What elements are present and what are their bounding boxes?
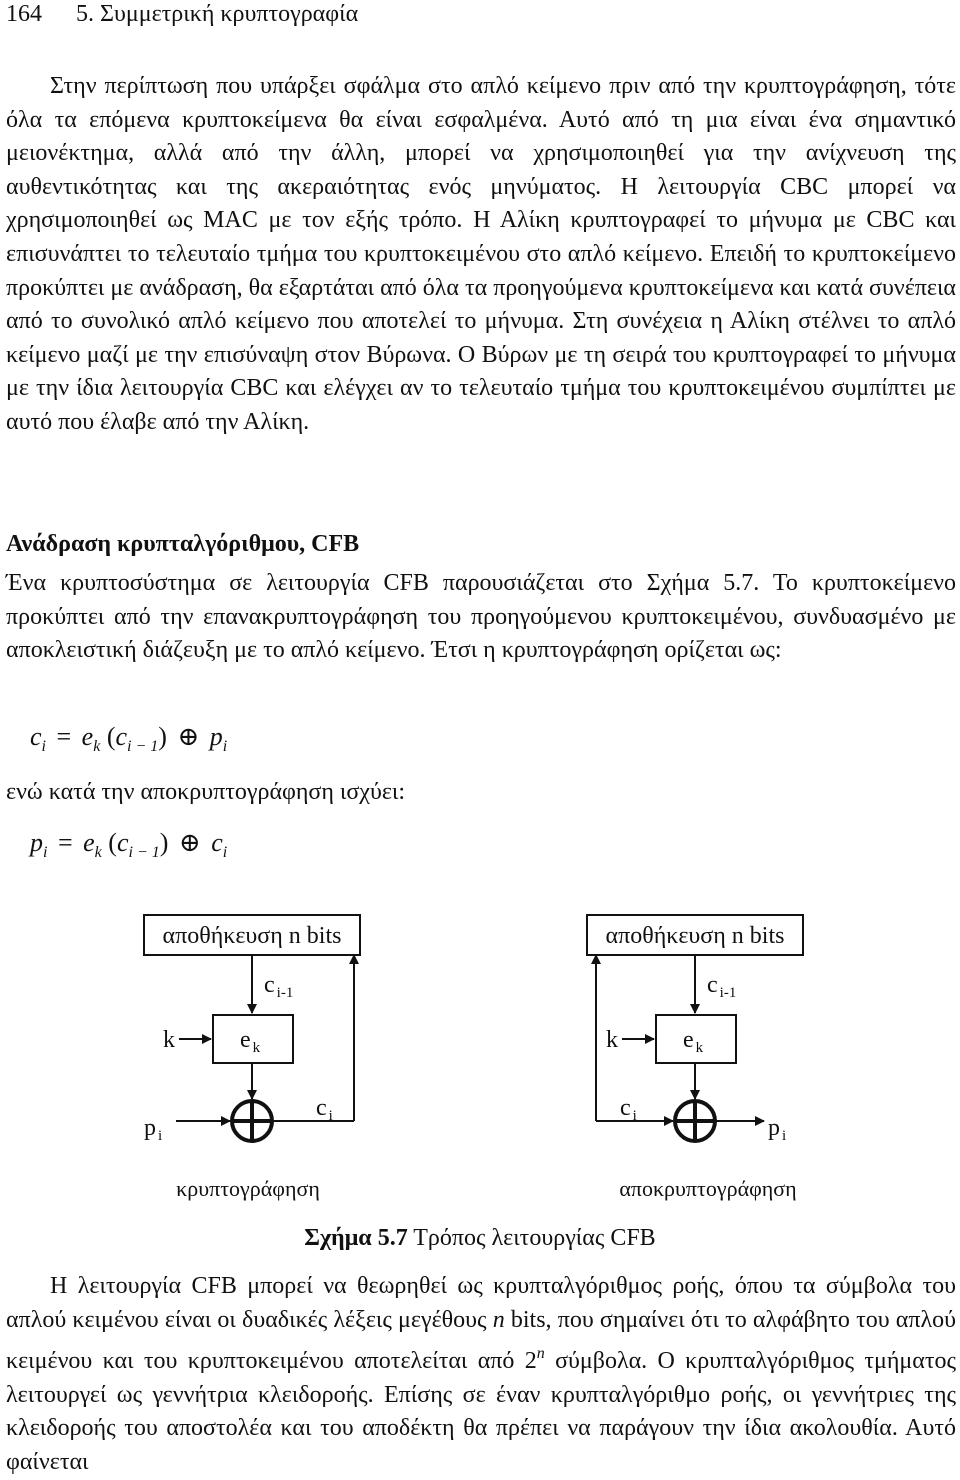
storage-label: αποθήκευση n bits xyxy=(162,923,342,949)
storage-label: αποθήκευση n bits xyxy=(605,923,785,949)
output-label: c $_i$ xyxy=(316,1095,333,1124)
decryption-lead: ενώ κατά την αποκρυπτογράφηση ισχύει: xyxy=(6,779,406,805)
page-number: 164 xyxy=(6,1,42,27)
feedback-label: c $_{i-1}$ xyxy=(264,972,294,1001)
key-label: k xyxy=(163,1027,175,1053)
encryption-equation: $c_i = e_k$ $(c_{i - 1})$ ⊕ $p_i$ xyxy=(30,722,228,755)
page-header xyxy=(6,0,358,28)
cfb-diagram xyxy=(0,900,960,1210)
paragraph-cfb-stream: Η λειτουργία CFB μπορεί να θεωρηθεί ως κρυπταλγόριθμος ροής, όπου τα σύμβολα του απλού κειμένου είναι οι δυαδικές λέξεις μεγέθους n bits, που σημαίνει ότι το αλφάβητο του απλού κειμένου και του κρυπτοκειμένου αποτελείται από 2$^n$ σύμβολα. Ο κρυπταλγόριθμος τμήματος λειτουργεί ως γεννήτρια κλειδοροής. Επίσης σε έναν κρυπταλγόριθμο ροής, οι γεννήτριες της κλειδοροής του αποστολέα και του αποδέκτη θα πρέπει να παράγουν την ίδια ακολουθία. Αυτό φαίνεται xyxy=(6,1273,956,1475)
output-label: p $_i$ xyxy=(768,1115,787,1144)
decryption-equation: $p_i = e_k$ $(c_{i - 1})$ ⊕ $c_i$ xyxy=(30,828,228,861)
encryption-box-label: e $_k$ xyxy=(683,1027,704,1056)
input-label: p $_i$ xyxy=(144,1115,163,1144)
figure-caption xyxy=(0,1222,960,1254)
feedback-label: c $_{i-1}$ xyxy=(707,972,737,1001)
xor-symbol xyxy=(675,1101,715,1141)
paragraph-cfb-intro: Ένα κρυπτοσύστημα σε λειτουργία CFB παρουσιάζεται στο Σχήμα 5.7. Το κρυπτοκείμενο προκύπτει από την επανακρυπτογράφηση του προηγούμενου κρυπτοκειμένου, συνδυασμένο με αποκλειστική διάζευξη με το απλό κείμενο. Έτσι η κρυπτογράφηση ορίζεται ως: xyxy=(6,570,956,664)
chapter-title: 5. Συμμετρική κρυπτογραφία xyxy=(76,1,359,27)
encryption-label: κρυπτογράφηση xyxy=(176,1176,320,1201)
encryption-diagram xyxy=(144,915,360,1201)
decryption-diagram xyxy=(587,915,803,1201)
caption-text: Τρόπος λειτουργίας CFB xyxy=(407,1225,656,1251)
xor-symbol xyxy=(232,1101,272,1141)
key-label: k xyxy=(606,1027,618,1053)
section-title: Ανάδραση κρυπταλγόριθμου, CFB xyxy=(6,531,360,557)
decryption-label: αποκρυπτογράφηση xyxy=(619,1176,797,1201)
input-label: c $_i$ xyxy=(620,1095,637,1124)
encryption-box-label: e $_k$ xyxy=(240,1027,261,1056)
paragraph-cbc-mac: Στην περίπτωση που υπάρξει σφάλμα στο απλό κείμενο πριν από την κρυπτογράφηση, τότε όλα τα επόμενα κρυπτοκείμενα θα είναι εσφαλμένα. Αυτό από τη μια είναι ένα σημαντικό μειονέκτημα, αλλά από την άλλη, μπορεί να χρησιμοποιηθεί για την ανίχνευση της αυθεντικότητας και της ακεραιότητας ενός μηνύματος. Η λειτουργία CBC μπορεί να χρησιμοποιηθεί ως MAC με τον εξής τρόπο. Η Αλίκη κρυπτογραφεί το μήνυμα με CBC και επισυνάπτει το τελευταίο τμήμα του κρυπτοκειμένου στο απλό κείμενο. Επειδή το κρυπτοκείμενο προκύπτει με ανάδραση, θα εξαρτάται από όλα τα προηγούμενα κρυπτοκείμενα και κατά συνέπεια από το συνολικό απλό κείμενο που αποτελεί το μήνυμα. Στη συνέχεια η Αλίκη στέλνει το απλό κείμενο μαζί με την επισύναψη στον Βύρωνα. Ο Βύρων με τη σειρά του κρυπτογραφεί το μήνυμα με την ίδια λειτουργία CBC και ελέγχει αν το τελευταίο τμήμα του κρυπτοκειμένου συμπίπτει με αυτό που έλαβε από την Αλίκη. xyxy=(6,73,956,435)
caption-label: Σχήμα 5.7 xyxy=(304,1225,408,1251)
